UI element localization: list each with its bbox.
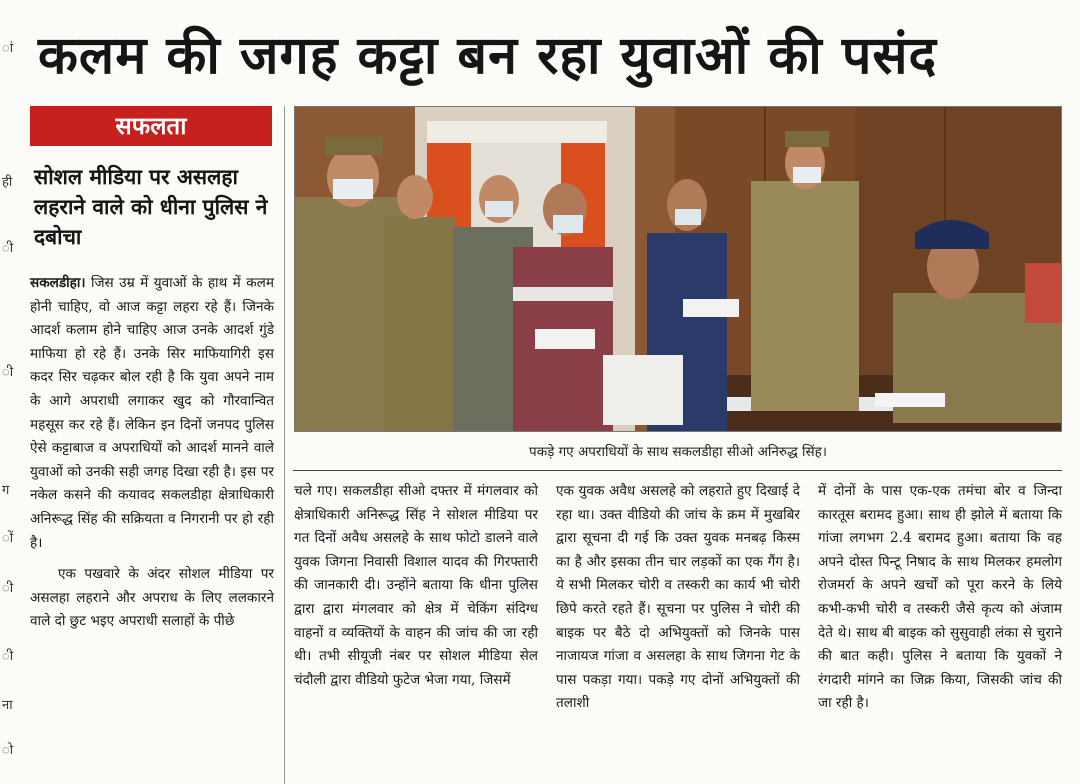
gutter-fragment: ों: [2, 531, 14, 546]
gutter-fragment: ना: [2, 698, 13, 713]
gutter-fragment: ग: [2, 483, 10, 498]
dateline: सकलडीहा।: [30, 275, 86, 291]
news-photo: [294, 106, 1062, 432]
photo-divider: [293, 470, 1062, 471]
gutter-fragment: ो: [2, 743, 14, 758]
article-column-1: [30, 272, 274, 634]
article-paragraph: [30, 272, 274, 555]
subheadline: सोशल मीडिया पर असलहा लहराने वाले को धीना पुलिस ने दबोचा: [34, 165, 268, 249]
article-column-2: चले गए। सकलडीहा सीओ दफ्तर में मंगलवार को क्षेत्राधिकारी अनिरूद्ध सिंह ने सोशल मीडिया पर गत दिनों अवैध असलहे के साथ फोटो डालने वाले युवक जिगना निवासी विशाल यादव की गिरफ्तारी की जानकारी दी। उन्होंने बताया कि धीना पुलिस द्वारा द्वारा मंगलवार को क्षेत्र में चेकिंग संदिग्ध वाहनों व व्यक्तियों के वाहन की जांच की जा रही थी। तभी सीयूजी नंबर पर सोशल मीडिया सेल चंदौली द्वारा वीडियो फुटेज भेजा गया, जिसमें: [294, 483, 538, 688]
paragraph-text: जिस उम्र में युवाओं के हाथ में कलम होनी चाहिए, वो आज कट्टा लहरा रहे हैं। जिनके आदर्श कलाम होने चाहिए आज उनके आदर्श गुंडे माफिया हो रहे हैं। उनके सिर माफियागिरी इस कदर सिर चढ़कर बोल रही है कि युवा अपने नाम के आगे अपराधी लगाकर खुद को गौरवान्वित महसूस कर रहे हैं। लेकिन इन दिनों जनपद पुलिस ऐसे कट्टाबाज व अपराधियों को आदर्श मानने वाले युवाओं को उनकी सही जगह दिखा रही है। इस पर नकेल कसने की कयावद सकलडीहा क्षेत्राधिकारी अनिरूद्ध सिंह की सक्रियता व निगरानी पर हो रही है।: [30, 275, 274, 551]
article-column-3: एक युवक अवैध असलहे को लहराते हुए दिखाई दे रहा था। उक्त वीडियो की जांच के क्रम में मुखबिर द्वारा सूचना दी गई कि उक्त युवक मनबढ़ किस्म का है और इसका तीन चार लड़कों का एक गैंग है। ये सभी मिलकर चोरी व तस्करी का कार्य भी चोरी छिपे करते रहते हैं। सूचना पर पुलिस ने चोरी की बाइक पर बैठे दो अभियुक्तों को जिनके पास नाजायज गांजा व असलहा के साथ जिगना गेट के पास पकड़ा गया। पकड़े गए दोनों अभियुक्तों की तलाशी: [556, 483, 800, 712]
gutter-fragment: ी: [2, 649, 14, 664]
section-kicker: सफलता: [30, 106, 272, 146]
article-column-4: में दोनों के पास एक-एक तमंचा बोर व जिन्दा कारतूस बरामद हुआ। साथ ही झोले में बताया कि गांजा लगभग 2.4 बरामद हुआ। बताया कि वह अपने दोस्त पिन्टू निषाद के साथ मिलकर हमलोग रोजमर्रा के अपने खर्चों को पूरा करने के लिये कभी-कभी चोरी व तस्करी जैसे कृत्य को अंजाम देते थे। साथ बी बाइक को सुसुवाही लंका से चुराने की बात कही। पुलिस ने बताया कि युवकों ने रंगदारी मांगने का जिक्र किया, जिसकी जांच की जा रही है।: [818, 483, 1062, 712]
previous-column-fragments: [0, 0, 22, 784]
article-paragraph: एक पखवारे के अंदर सोशल मीडिया पर असलहा लहराने और अपराध के लिए ललकारने वाले दो छुट भइए अपराधी सलाहों के पीछे: [30, 566, 274, 630]
gutter-fragment: ही: [2, 175, 13, 190]
gutter-fragment: ी: [2, 581, 14, 596]
gutter-fragment: ी: [2, 365, 14, 380]
photo-caption: पकड़े गए अपराधियों के साथ सकलडीहा सीओ अनिरुद्ध सिंह।: [529, 444, 827, 460]
column-divider: [284, 106, 285, 784]
gutter-fragment: ी: [2, 241, 14, 256]
headline: कलम की जगह कट्टा बन रहा युवाओं की पसंद: [38, 26, 938, 86]
gutter-fragment: ां: [2, 41, 14, 56]
